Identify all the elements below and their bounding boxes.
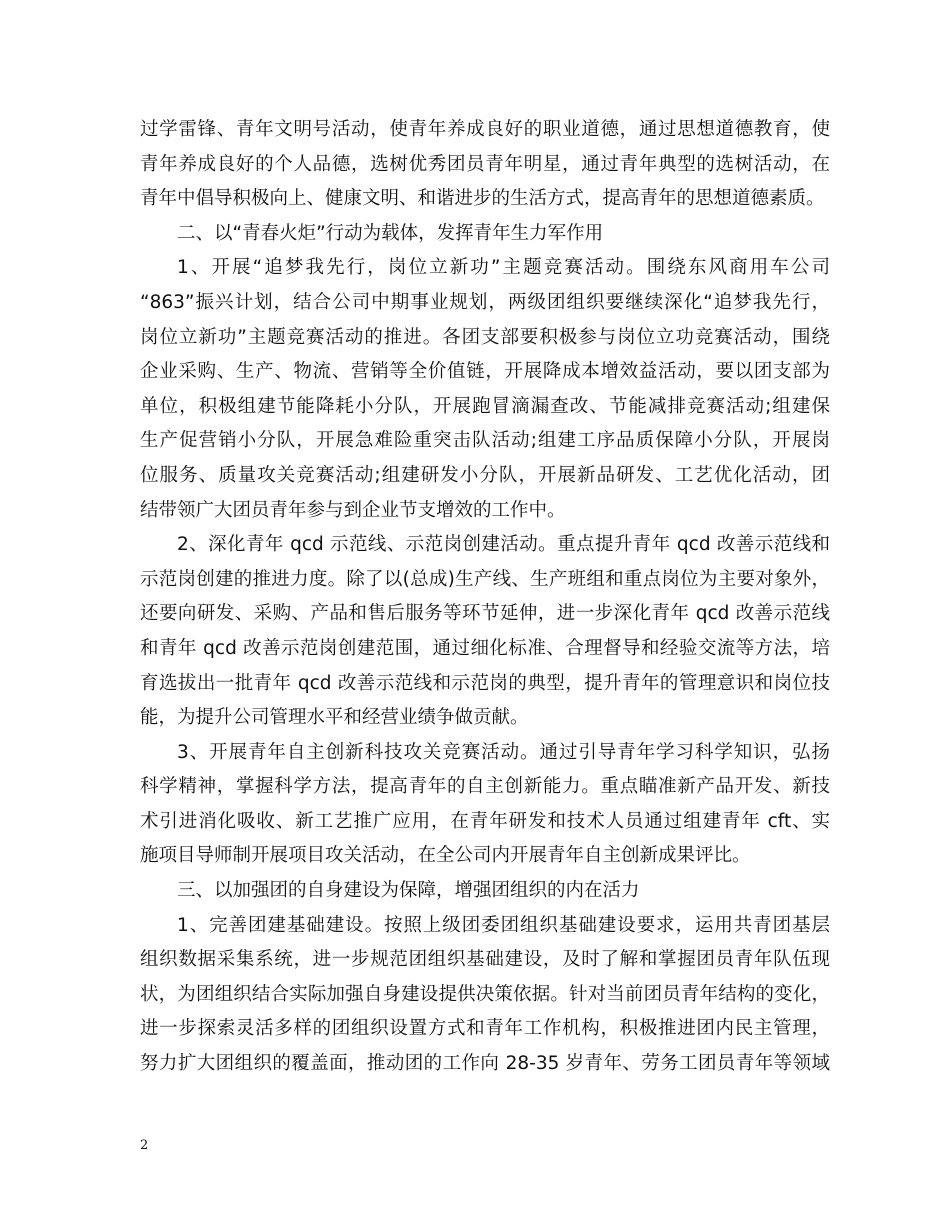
text-line: 过学雷锋、青年文明号活动，使青年养成良好的职业道德，通过思想道德教育，使 bbox=[140, 119, 830, 140]
text-line: 三、以加强团的自身建设为保障，增强团组织的内在活力 bbox=[177, 880, 640, 902]
text-line: 3、开展青年自主创新科技攻关竞赛活动。通过引导青年学习科学知识，弘扬 bbox=[177, 741, 830, 763]
text-line: 单位，积极组建节能降耗小分队，开展跑冒滴漏查改、节能减排竞赛活动;组建保 bbox=[140, 395, 830, 417]
text-line: 2、深化青年 qcd 示范线、示范岗创建活动。重点提升青年 qcd 改善示范线和 bbox=[177, 534, 830, 556]
text-line: 位服务、质量攻关竞赛活动;组建研发小分队，开展新品研发、工艺优化活动，团 bbox=[140, 464, 830, 486]
text-line: 二、以“青春火炬”行动为载体，发挥青年生力军作用 bbox=[177, 222, 604, 244]
text-line: 育选拔出一批青年 qcd 改善示范线和示范岗的典型，提升青年的管理意识和岗位技 bbox=[140, 672, 830, 694]
text-line: 生产促营销小分队，开展急难险重突击队活动;组建工序品质保障小分队，开展岗 bbox=[140, 430, 830, 452]
page-number: 2 bbox=[140, 1138, 149, 1153]
text-line: 企业采购、生产、物流、营销等全价值链，开展降成本增效益活动，要以团支部为 bbox=[140, 361, 830, 383]
text-line: 1、完善团建基础建设。按照上级团委团组织基础建设要求，运用共青团基层 bbox=[177, 914, 830, 936]
text-line: 岗位立新功”主题竞赛活动的推进。各团支部要积极参与岗位立功竞赛活动，围绕 bbox=[140, 326, 830, 348]
text-line: 青年中倡导积极向上、健康文明、和谐进步的生活方式，提高青年的思想道德素质。 bbox=[140, 188, 825, 210]
text-line: 状，为团组织结合实际加强自身建设提供决策依据。针对当前团员青年结构的变化， bbox=[140, 983, 830, 1005]
body-text bbox=[140, 113, 830, 1082]
text-line: 努力扩大团组织的覆盖面，推动团的工作向 28-35 岁青年、劳务工团员青年等领域 bbox=[140, 1053, 830, 1075]
text-line: 组织数据采集系统，进一步规范团组织基础建设，及时了解和掌握团员青年队伍现 bbox=[140, 949, 830, 971]
text-line: 示范岗创建的推进力度。除了以(总成)生产线、生产班组和重点岗位为主要对象外， bbox=[140, 568, 830, 590]
text-line: 和青年 qcd 改善示范岗创建范围，通过细化标准、合理督导和经验交流等方法，培 bbox=[140, 637, 830, 659]
text-line: 1、开展“追梦我先行，岗位立新功”主题竞赛活动。围绕东风商用车公司 bbox=[177, 257, 830, 279]
text-line: 结带领广大团员青年参与到企业节支增效的工作中。 bbox=[140, 499, 566, 521]
text-line: 术引进消化吸收、新工艺推广应用，在青年研发和技术人员通过组建青年 cft、实 bbox=[140, 810, 830, 832]
text-line: 进一步探索灵活多样的团组织设置方式和青年工作机构，积极推进团内民主管理， bbox=[140, 1018, 830, 1040]
text-line: 能，为提升公司管理水平和经营业绩争做贡献。 bbox=[140, 707, 529, 729]
text-line: “863”振兴计划，结合公司中期事业规划，两级团组织要继续深化“追梦我先行， bbox=[140, 291, 830, 313]
text-line: 还要向研发、采购、产品和售后服务等环节延伸，进一步深化青年 qcd 改善示范线 bbox=[140, 603, 830, 625]
text-line: 科学精神，掌握科学方法，提高青年的自主创新能力。重点瞄准新产品开发、新技 bbox=[140, 776, 830, 798]
text-line: 青年养成良好的个人品德，选树优秀团员青年明星，通过青年典型的选树活动，在 bbox=[140, 153, 830, 175]
text-line: 施项目导师制开展项目攻关活动，在全公司内开展青年自主创新成果评比。 bbox=[140, 845, 751, 867]
